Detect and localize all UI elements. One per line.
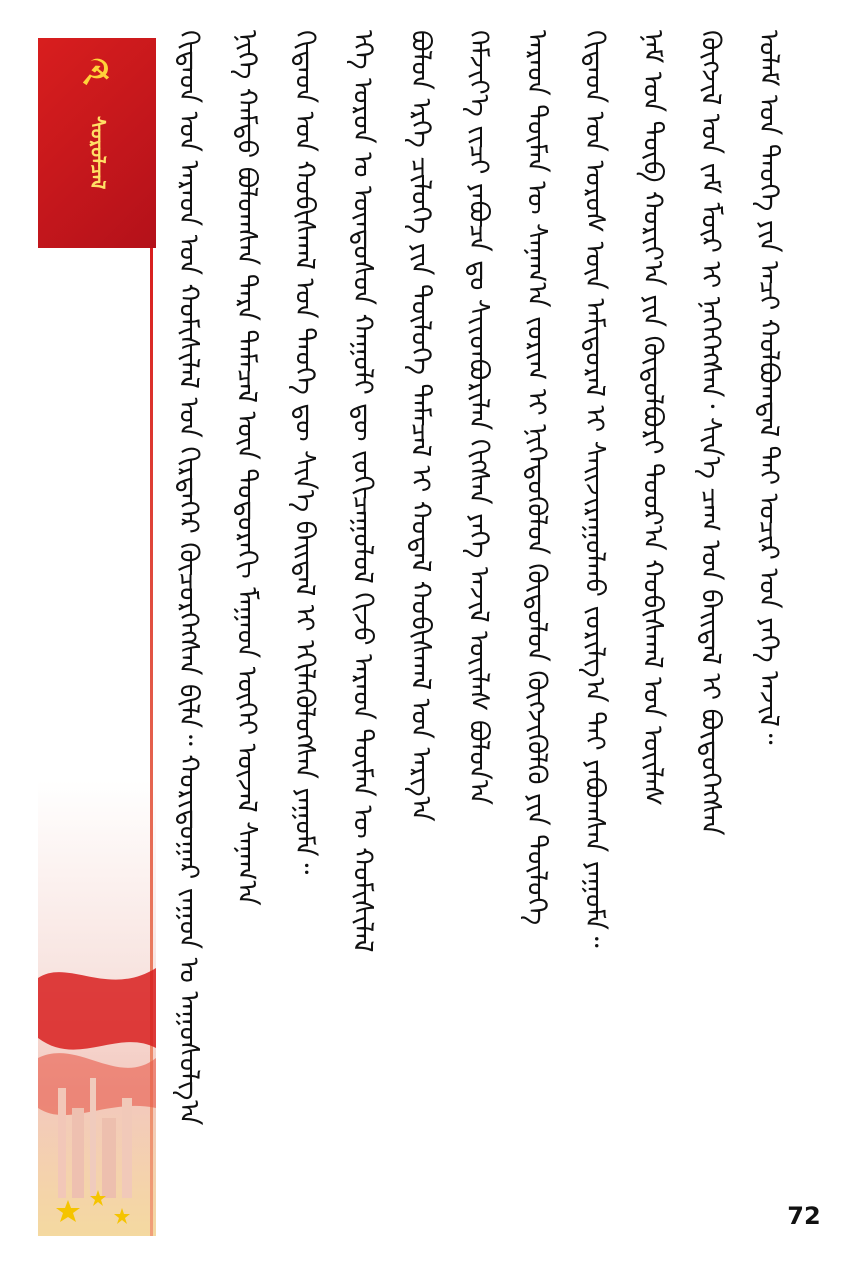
text-column: ᠬᠢᠲᠠᠳ ᠤᠨ ᠬᠤᠪᠢᠰᠬᠠᠯ ᠤᠨ ᠲᠡᠦᠬᠡ ᠳᠦ ᠰᠢᠨ᠎ᠡ ᠪᠠᠢᠳᠠᠯ ᠢ ᠡᠬᠢᠯᠡᠭᠦᠯᠦᠭᠰᠡᠨ ᠶᠠᠭᠤᠮᠠ᠃: [289, 30, 320, 875]
city-building-icon: [90, 1078, 96, 1198]
decorative-side-band: [38, 38, 156, 1236]
text-column: ᠤᠯᠠᠮ ᠤᠨ ᠲᠡᠦᠬᠡ ᠶᠢᠨ ᠠᠴᠢ ᠬᠣᠯᠪᠣᠭᠳᠠᠯ ᠲᠠᠢ ᠤᠴᠢᠷ ᠤᠨ ᠶᠡᠬᠡ ᠠᠵᠢᠯ᠃: [753, 30, 784, 745]
decorative-artwork: [38, 938, 156, 1236]
text-column: ᠪᠣᠯᠤᠨ ᠡᠷᠬᠡ ᠴᠢᠯᠦᠭᠡ ᠶᠢᠨ ᠲᠥᠯᠥᠭᠡ ᠲᠡᠮᠡᠴᠡᠯ ᠢ ᠬᠤᠳᠠᠯ ᠬᠤᠪᠢᠰᠬᠠᠯ ᠤᠨ ᠠᠷᠭ᠎ᠠ: [405, 30, 436, 822]
party-emblem-icon: ☭: [79, 53, 113, 94]
star-icon: [114, 1208, 130, 1224]
page-number: 72: [787, 1202, 821, 1230]
text-column: ᠨᠠᠮ ᠤᠨ ᠲᠥᠪ ᠬᠣᠷᠢᠶ᠎ᠠ ᠶᠢᠨ ᠬᠥᠲᠥᠯᠪᠦᠷᠢ ᠳᠣᠣᠷ᠎ᠠ ᠬᠤᠪᠢᠰᠬᠠᠯ ᠤᠨ ᠦᠢᠯᠡᠰ: [637, 30, 668, 807]
section-title-label: ᠰᠤᠷᠤᠯᠴᠠᠯ: [86, 116, 110, 190]
chapter-header-block: [38, 38, 156, 248]
star-icon: [56, 1200, 80, 1222]
city-building-icon: [102, 1118, 116, 1198]
text-column: ᠠᠷᠠᠳ ᠲᠦᠮᠡᠨ ᠦ ᠰᠠᠨᠠᠭ᠎ᠠ ᠵᠣᠷᠢᠭ ᠢ ᠨᠢᠭᠡᠳᠦᠭᠦᠯᠦᠨ ᠬᠥᠲᠥᠯᠦᠨ ᠬᠥᠭᠵᠢᠭᠦᠯᠬᠦ ᠶᠢᠨ ᠲᠥᠯᠥᠭᠡ: [521, 30, 552, 926]
text-column: ᠬᠡᠮᠵᠢᠶ᠎ᠡ ᠵᠢᠴᠢ ᠶᠠᠪᠤᠴᠠ ᠳᠤ ᠰᠢᠢᠳᠪᠦᠷᠢᠯᠡᠨ ᠬᠢᠭᠰᠡᠨ ᠶᠡᠬᠡ ᠠᠵᠢᠯ ᠦᠢᠯᠡᠰ ᠪᠣᠯᠤᠨ᠎ᠠ: [463, 30, 494, 806]
city-building-icon: [122, 1098, 132, 1198]
city-building-icon: [72, 1108, 84, 1198]
city-building-icon: [58, 1088, 66, 1198]
text-column: ᠨᠢᠭᠡ ᠬᠠᠮᠲᠤ ᠪᠣᠯᠤᠭᠰᠠᠨ ᠲᠡᠷᠡ ᠲᠡᠮᠡᠴᠡᠯ ᠦᠨ ᠳᠣᠲᠣᠷᠠᠬᠢ ᠮᠠᠭᠠᠳ ᠦᠭᠡᠢ ᠦᠵᠡᠯ ᠰᠠᠨᠠᠭ᠎ᠠ: [231, 30, 262, 906]
text-column: ᠡᠬᠡ ᠣᠷᠣᠨ ᠤ ᠦᠨᠳᠦᠰᠦᠨ ᠬᠠᠭᠤᠯᠢ ᠳᠦ ᠵᠣᠬᠢᠴᠠᠭᠤᠯᠤᠯ ᠬᠢᠵᠦ ᠠᠷᠠᠳ ᠲᠦᠮᠡᠨ ᠦ ᠬᠣᠮᠢᠰᠢᠯᠠᠯ: [347, 30, 378, 953]
red-ribbon-icon: [38, 1053, 156, 1115]
text-column: ᠬᠥᠭᠵᠢᠯ ᠤᠨ ᠵᠠᠮ ᠮᠥᠷ ᠢ ᠨᠡᠭᠡᠭᠡᠭᠰᠡᠨ᠂ ᠰᠢᠨ᠎ᠡ ᠴᠠᠭ ᠤᠨ ᠪᠠᠢᠳᠠᠯ ᠢ ᠪᠦᠲᠦᠭᠡᠭᠰᠡᠨ: [695, 30, 726, 836]
red-ribbon-icon: [38, 968, 156, 1050]
body-text: [168, 30, 818, 1230]
text-column: ᠬᠢᠲᠠᠳ ᠤᠨ ᠤᠷᠤᠰ ᠦᠨ ᠠᠮᠢᠳᠤᠷᠠᠯ ᠢ ᠰᠠᠢᠵᠢᠷᠠᠭᠤᠯᠬᠤ ᠵᠣᠷᠢᠯᠭ᠎ᠠ ᠲᠡᠢ ᠶᠠᠪᠤᠭᠰᠠᠨ ᠶᠠᠭᠤᠮᠠ᠃: [579, 30, 610, 948]
text-column: ᠬᠢᠲᠠᠳ ᠤᠨ ᠠᠷᠠᠳ ᠤᠨ ᠬᠣᠮᠢᠰᠢᠯᠠᠯ ᠤᠨ ᠬᠢᠷᠲᠠᠭᠡᠷ ᠬᠦᠴᠦᠷᠬᠡᠭᠰᠡᠨ ᠪᠢᠯᠡ᠃ ᠬᠣᠷᠢᠳᠤᠭᠠᠷ ᠵᠠᠭᠤᠨ ᠤ ᠠᠭᠤᠰᠤᠯᠭ᠎ᠠ: [173, 30, 204, 1126]
